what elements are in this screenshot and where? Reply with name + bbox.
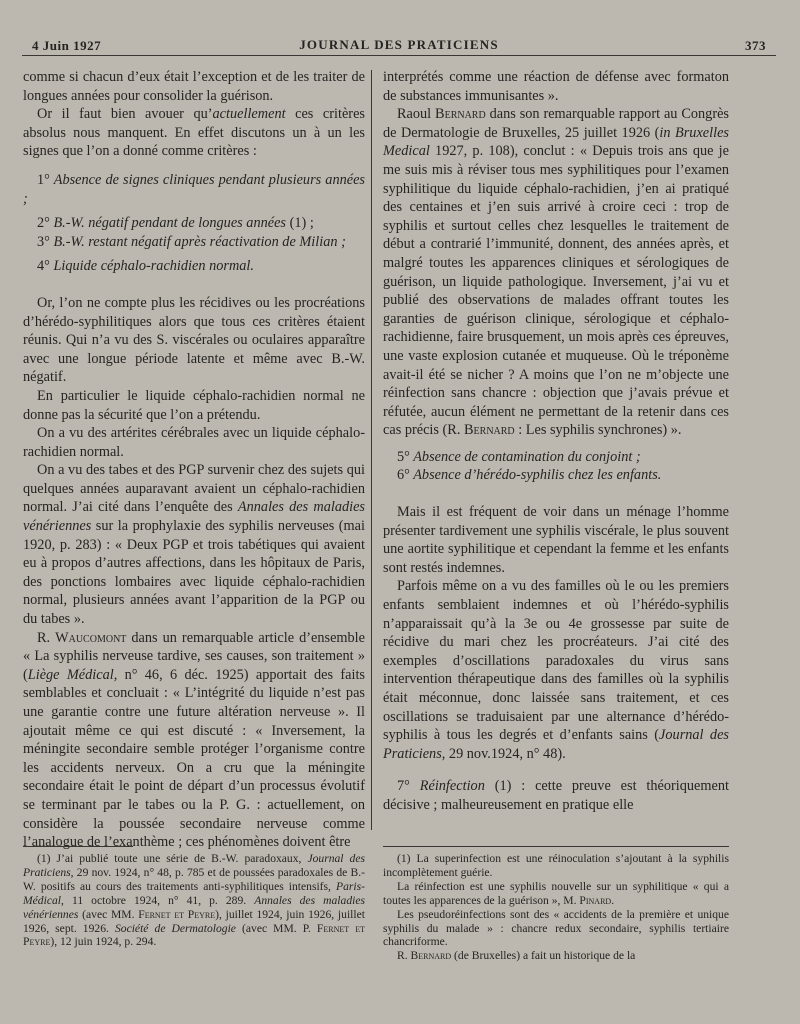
footnote-rule (23, 846, 133, 847)
footnote-line: La réinfection est une syphilis nouvelle sur un syphilitique « qui a toutes les apparences de la guérison », M. Pinard. (383, 879, 729, 907)
page-number: 373 (745, 38, 766, 53)
paragraph: En particulier le liquide céphalo-rachidien normal ne donne pas la sécurité que l’on a prétendu. (23, 387, 365, 423)
paragraph: comme si chacun d’eux était l’exception et de les traiter de longues années pour consolider la guérison. (23, 69, 365, 104)
footnote-line: R. Bernard (de Bruxelles) a fait un historique de la (397, 949, 636, 963)
criterion-3: 3° B.-W. restant négatif après réactivation de Milian ; (37, 233, 346, 250)
page-header (26, 34, 772, 56)
criterion-6: 6° Absence d’hérédo-syphilis chez les enfants. (397, 467, 662, 484)
paragraph: Parfois même on a vu des familles où le ou les premiers enfants semblaient indemnes et où l’hérédo-syphilis n’apparaissait qu’à la 3e ou 4e grossesse par suite de récidive du mari chez les procréateurs. J’ai cité des exemples d’oscillations paradoxales du virus sans intervention thérapeutique dans des familles où la syphilis était méconnue, donc laissée sans traitement, et ces oscillations se traduisaient par une alternance d’hérédo-syphilis à tous les degrés et d’enfants sains (Journal des Praticiens, 29 nov.1924, n° 48). (383, 578, 729, 762)
paragraph: R. Waucomont dans un remarquable article d’ensemble « La syphilis nerveuse tardive, ses causes, son traitement » (Liège Médical, n° 46, 6 déc. 1925) apportait des faits semblables et concluait : « L’intégrité du liquide n’est pas une garantie contre une future altération nerveuse ». Il ajoutait même ce qui est discuté : « Inversement, la méningite secondaire semble protéger l’organisme contre les accidents nerveux. On a cru que la méningite secondaire était le point de départ d’un processus évolutif se terminant par le tabes ou la P. G. : actuellement, on considère la poussée secondaire nerveuse comme l’analogue de l’exanthème ; ces phénomènes doivent être (23, 629, 365, 851)
journal-title: JOURNAL DES PRATICIENS (299, 37, 499, 52)
paragraph: Or, l’on ne compte plus les récidives ou les procréations d’hérédo-syphilitiques alors que tous ces critères étaient réunis. Qui n’a vu des S. viscérales ou oculaires apparaître avec une longue période latente et même avec B.-W. négatif. (23, 294, 365, 386)
paragraph: Raoul Bernard dans son remarquable rapport au Congrès de Dermatologie de Bruxelles, 25 juillet 1926 (in Bruxelles Medical 1927, p. 108), conclut : « Depuis trois ans que je me suis mis à réviser tous mes syphilitiques pour l’examen syphilitique du liquide céphalo-rachidien, j’en ai pratiqué des centaines et j’en suis arrivé à croire ceci : trop de syphilis et surtout celles chez lesquelles le traitement de début a contrarié l’immunité, donnent, des années après, et malgré toutes les apparences cliniques et sérologiques de guérison, un liquide pathologique. Inversement, j’ai vu et publié des observations de malades offrant toutes les garanties de guérison clinique, sérologique et céphalo-rachidienne, faire brusquement, un mois après ces épreuves, une vaste explosion cutanée et muqueuse. Où le tréponème avait-il été se nicher ? A moins que l’on ne m’objecte une réinfection sans chancre : objection que j’avais prévue et réfutée, aucun élément ne permettant de la retenir dans ces cas précis (R. Bernard : Les syphilis synchrones) ». (383, 106, 729, 439)
footnote-right (383, 852, 729, 963)
footnote-left: (1) J’ai publié toute une série de B.-W. paradoxaux, Journal des Praticiens, 29 nov. 1924, n° 48, p. 785 et de poussées paradoxales de B.-W. positifs au cours des traitements anti-syphilitiques intensifs, Paris-Médical, 11 octobre 1924, n° 41, p. 289. Annales des maladies vénériennes (avec MM. Fernet et Peyre), juillet 1924, juin 1926, juillet 1926, sept. 1926. Société de Dermatologie (avec MM. P. Fernet et Peyre), 12 juin 1924, p. 294. (23, 852, 366, 949)
left-column (23, 68, 365, 852)
paragraph: Mais il est fréquent de voir dans un ménage l’homme présenter tardivement une syphilis viscérale, le plus souvent une aortite syphilitique et cependant la femme et les enfants sont restés indemnes. (383, 504, 729, 576)
paragraph: Or il faut bien avouer qu’actuellement ces critères absolus nous manquent. En effet discutons un à un les signes que l’on a donné comme critères : (23, 106, 365, 160)
criterion-7: 7° Réinfection (1) : cette preuve est théoriquement décisive ; malheureusement en pratique elle (383, 778, 729, 813)
criterion-1: 1° Absence de signes cliniques pendant plusieurs années ; (23, 171, 365, 207)
header-rule (22, 55, 776, 56)
paragraph: On a vu des tabes et des PGP survenir chez des sujets qui quelques années auparavant avaient un céphalo-rachidien normal. J’ai cité dans l’enquête des Annales des maladies vénériennes sur la prophylaxie des syphilis nerveuses (mai 1920, p. 283) : « Deux PGP et trois tabétiques qui avaient eu à propos d’autres affections, dans les hôpitaux de Paris, des ponctions lombaires avec liquide céphalo-rachidien normal, plusieurs années avant l’apparition de la PGP ou du tabes ». (23, 462, 365, 628)
right-column (383, 68, 729, 815)
criterion-4: 4° Liquide céphalo-rachidien normal. (37, 258, 254, 275)
paragraph: On a vu des artérites cérébrales avec un liquide céphalo-rachidien normal. (23, 425, 365, 460)
column-divider (371, 70, 372, 830)
header-date: 4 Juin 1927 (32, 38, 102, 53)
criterion-5: 5° Absence de contamination du conjoint ; (397, 448, 641, 465)
criterion-2: 2° B.-W. négatif pendant de longues années (1) ; (37, 215, 314, 232)
footnote-line: (1) La superinfection est une réinoculation s’ajoutant à la syphilis incomplètement guérie. (383, 852, 729, 879)
footnote-rule (383, 846, 729, 847)
paragraph: interprétés comme une réaction de défense avec formaton de substances immunisantes ». (383, 69, 729, 104)
footnote-line: Les pseudoréinfections sont des « accidents de la première et unique syphilis du malade » : chancre redux secondaire, syphilis tertiaire chancriforme. (383, 907, 729, 949)
